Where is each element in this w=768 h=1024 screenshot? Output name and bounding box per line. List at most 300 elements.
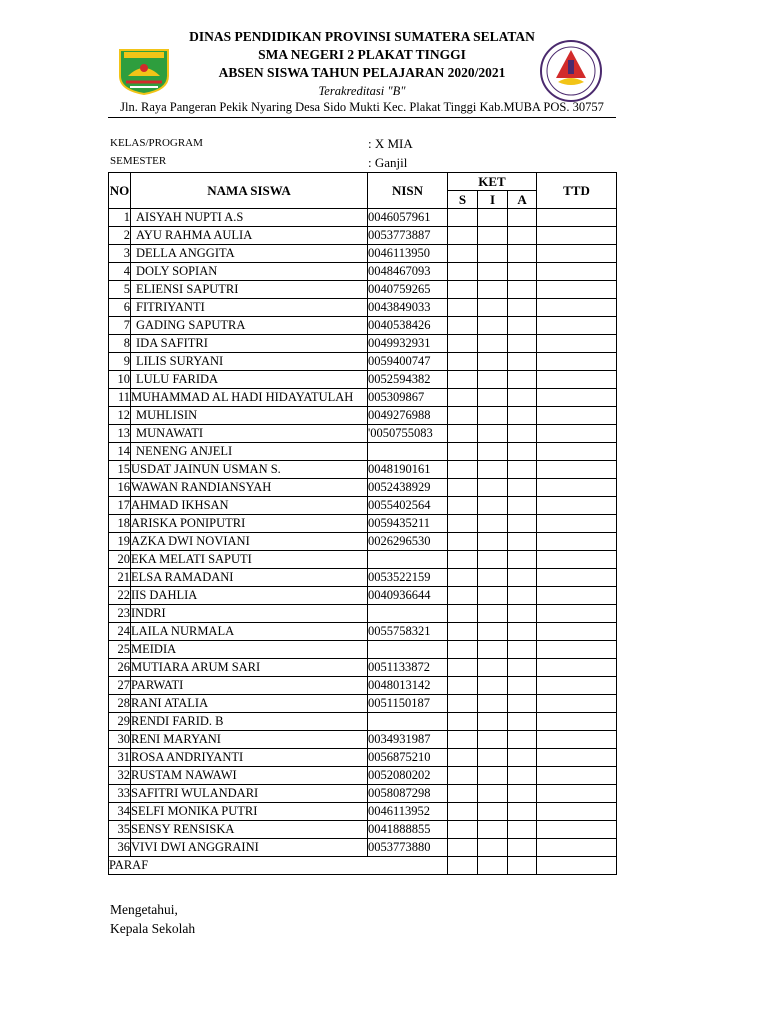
row-number: 32 — [109, 767, 131, 785]
row-number: 17 — [109, 497, 131, 515]
student-name: ROSA ANDRIYANTI — [131, 749, 368, 767]
student-nisn: 0043849033 — [368, 299, 448, 317]
permit-cell — [478, 443, 508, 461]
student-name: DOLY SOPIAN — [131, 263, 368, 281]
paraf-s-cell — [448, 857, 478, 875]
sick-cell — [448, 533, 478, 551]
sick-cell — [448, 281, 478, 299]
table-row — [109, 299, 617, 317]
table-row — [109, 443, 617, 461]
sick-cell — [448, 785, 478, 803]
absent-cell — [508, 803, 537, 821]
header-no: NO — [109, 173, 131, 209]
permit-cell — [478, 497, 508, 515]
table-row — [109, 479, 617, 497]
footer-principal: Kepala Sekolah — [110, 921, 196, 936]
student-name: EKA MELATI SAPUTI — [131, 551, 368, 569]
permit-cell — [478, 389, 508, 407]
student-nisn: 0055758321 — [368, 623, 448, 641]
student-name: LULU FARIDA — [131, 371, 368, 389]
permit-cell — [478, 479, 508, 497]
student-nisn: 0048013142 — [368, 677, 448, 695]
permit-cell — [478, 533, 508, 551]
signature-cell — [537, 353, 617, 371]
student-nisn: 0034931987 — [368, 731, 448, 749]
permit-cell — [478, 821, 508, 839]
student-nisn: 0041888855 — [368, 821, 448, 839]
absent-cell — [508, 353, 537, 371]
signature-cell — [537, 479, 617, 497]
row-number: 35 — [109, 821, 131, 839]
student-nisn: 0046113952 — [368, 803, 448, 821]
permit-cell — [478, 245, 508, 263]
student-nisn: 0051133872 — [368, 659, 448, 677]
table-row — [109, 281, 617, 299]
sick-cell — [448, 461, 478, 479]
table-row — [109, 389, 617, 407]
permit-cell — [478, 551, 508, 569]
sick-cell — [448, 659, 478, 677]
permit-cell — [478, 425, 508, 443]
student-nisn: 0040759265 — [368, 281, 448, 299]
table-row — [109, 659, 617, 677]
absent-cell — [508, 749, 537, 767]
sick-cell — [448, 731, 478, 749]
row-number: 20 — [109, 551, 131, 569]
sick-cell — [448, 227, 478, 245]
student-name: MUHLISIN — [131, 407, 368, 425]
signature-cell — [537, 569, 617, 587]
header-ttd: TTD — [537, 173, 617, 209]
signature-block — [110, 900, 195, 938]
permit-cell — [478, 695, 508, 713]
table-row — [109, 551, 617, 569]
absent-cell — [508, 623, 537, 641]
student-name: NENENG ANJELI — [131, 443, 368, 461]
student-nisn — [368, 641, 448, 659]
student-nisn: 0048467093 — [368, 263, 448, 281]
student-nisn — [368, 443, 448, 461]
row-number: 4 — [109, 263, 131, 281]
student-name: IIS DAHLIA — [131, 587, 368, 605]
permit-cell — [478, 353, 508, 371]
student-nisn: 0051150187 — [368, 695, 448, 713]
absent-cell — [508, 479, 537, 497]
header-address: Jln. Raya Pangeran Pekik Nyaring Desa Sido Mukti Kec. Plakat Tinggi Kab.MUBA POS. 30757 — [120, 100, 604, 114]
table-row — [109, 587, 617, 605]
signature-cell — [537, 371, 617, 389]
student-nisn: 0052438929 — [368, 479, 448, 497]
student-nisn: 0058087298 — [368, 785, 448, 803]
table-row — [109, 623, 617, 641]
signature-cell — [537, 785, 617, 803]
header-nisn: NISN — [368, 173, 448, 209]
signature-cell — [537, 839, 617, 857]
sick-cell — [448, 839, 478, 857]
signature-cell — [537, 551, 617, 569]
signature-cell — [537, 677, 617, 695]
document-header — [108, 28, 616, 118]
signature-cell — [537, 605, 617, 623]
student-name: RANI ATALIA — [131, 695, 368, 713]
sick-cell — [448, 623, 478, 641]
student-nisn: 0026296530 — [368, 533, 448, 551]
signature-cell — [537, 389, 617, 407]
absent-cell — [508, 389, 537, 407]
header-accreditation: Terakreditasi "B" — [318, 84, 406, 98]
signature-cell — [537, 317, 617, 335]
sick-cell — [448, 443, 478, 461]
table-row — [109, 461, 617, 479]
signature-cell — [537, 623, 617, 641]
row-number: 30 — [109, 731, 131, 749]
student-nisn: 0046057961 — [368, 209, 448, 227]
table-row — [109, 263, 617, 281]
student-nisn: 0053773880 — [368, 839, 448, 857]
header-ket: KET — [448, 173, 537, 191]
row-number: 11 — [109, 389, 131, 407]
permit-cell — [478, 659, 508, 677]
student-name: LILIS SURYANI — [131, 353, 368, 371]
table-row — [109, 497, 617, 515]
absent-cell — [508, 335, 537, 353]
absent-cell — [508, 677, 537, 695]
signature-cell — [537, 641, 617, 659]
student-nisn: 0049276988 — [368, 407, 448, 425]
row-number: 16 — [109, 479, 131, 497]
table-row — [109, 371, 617, 389]
table-row — [109, 335, 617, 353]
student-name: MUTIARA ARUM SARI — [131, 659, 368, 677]
signature-cell — [537, 749, 617, 767]
absent-cell — [508, 425, 537, 443]
permit-cell — [478, 749, 508, 767]
absent-cell — [508, 659, 537, 677]
student-nisn — [368, 605, 448, 623]
row-number: 12 — [109, 407, 131, 425]
row-number: 7 — [109, 317, 131, 335]
row-number: 28 — [109, 695, 131, 713]
absent-cell — [508, 605, 537, 623]
student-name: VIVI DWI ANGGRAINI — [131, 839, 368, 857]
header-i: I — [478, 191, 508, 209]
sick-cell — [448, 209, 478, 227]
student-name: MEIDIA — [131, 641, 368, 659]
student-nisn: 0053773887 — [368, 227, 448, 245]
student-nisn: 0059400747 — [368, 353, 448, 371]
table-row — [109, 209, 617, 227]
sick-cell — [448, 677, 478, 695]
absent-cell — [508, 227, 537, 245]
row-number: 22 — [109, 587, 131, 605]
permit-cell — [478, 209, 508, 227]
header-agency: DINAS PENDIDIKAN PROVINSI SUMATERA SELATAN — [189, 29, 535, 44]
semester-value: : Ganjil — [368, 155, 408, 170]
absent-cell — [508, 533, 537, 551]
signature-cell — [537, 281, 617, 299]
table-row — [109, 227, 617, 245]
table-row — [109, 803, 617, 821]
student-nisn: 0056875210 — [368, 749, 448, 767]
permit-cell — [478, 605, 508, 623]
student-name: SELFI MONIKA PUTRI — [131, 803, 368, 821]
student-name: LAILA NURMALA — [131, 623, 368, 641]
table-row — [109, 641, 617, 659]
table-row — [109, 425, 617, 443]
student-name: RENDI FARID. B — [131, 713, 368, 731]
student-nisn: 0046113950 — [368, 245, 448, 263]
row-number: 34 — [109, 803, 131, 821]
table-row — [109, 353, 617, 371]
permit-cell — [478, 371, 508, 389]
permit-cell — [478, 515, 508, 533]
sick-cell — [448, 407, 478, 425]
absent-cell — [508, 821, 537, 839]
absent-cell — [508, 641, 537, 659]
signature-cell — [537, 533, 617, 551]
signature-cell — [537, 497, 617, 515]
row-number: 19 — [109, 533, 131, 551]
signature-cell — [537, 335, 617, 353]
permit-cell — [478, 839, 508, 857]
student-nisn: 0040936644 — [368, 587, 448, 605]
sick-cell — [448, 713, 478, 731]
header-school-name: SMA NEGERI 2 PLAKAT TINGGI — [258, 47, 466, 62]
row-number: 14 — [109, 443, 131, 461]
signature-cell — [537, 821, 617, 839]
absent-cell — [508, 839, 537, 857]
student-name: AHMAD IKHSAN — [131, 497, 368, 515]
student-name: IDA SAFITRI — [131, 335, 368, 353]
row-number: 2 — [109, 227, 131, 245]
row-number: 21 — [109, 569, 131, 587]
student-nisn: 0049932931 — [368, 335, 448, 353]
sick-cell — [448, 803, 478, 821]
row-number: 1 — [109, 209, 131, 227]
absent-cell — [508, 587, 537, 605]
permit-cell — [478, 641, 508, 659]
paraf-a-cell — [508, 857, 537, 875]
permit-cell — [478, 713, 508, 731]
row-number: 9 — [109, 353, 131, 371]
kelas-value: : X MIA — [368, 136, 413, 151]
sick-cell — [448, 605, 478, 623]
signature-cell — [537, 587, 617, 605]
signature-cell — [537, 803, 617, 821]
absent-cell — [508, 497, 537, 515]
header-s: S — [448, 191, 478, 209]
attendance-rows — [109, 209, 617, 857]
table-row — [109, 569, 617, 587]
student-name: AISYAH NUPTI A.S — [131, 209, 368, 227]
header-name: NAMA SISWA — [131, 173, 368, 209]
student-name: MUNAWATI — [131, 425, 368, 443]
row-number: 10 — [109, 371, 131, 389]
student-nisn: 0048190161 — [368, 461, 448, 479]
permit-cell — [478, 461, 508, 479]
table-row — [109, 533, 617, 551]
student-name: USDAT JAINUN USMAN S. — [131, 461, 368, 479]
signature-cell — [537, 425, 617, 443]
row-number: 26 — [109, 659, 131, 677]
header-divider — [108, 117, 616, 118]
student-name: AYU RAHMA AULIA — [131, 227, 368, 245]
signature-cell — [537, 209, 617, 227]
signature-cell — [537, 227, 617, 245]
absent-cell — [508, 461, 537, 479]
student-nisn: 0052594382 — [368, 371, 448, 389]
absent-cell — [508, 569, 537, 587]
sick-cell — [448, 371, 478, 389]
permit-cell — [478, 317, 508, 335]
row-number: 18 — [109, 515, 131, 533]
sick-cell — [448, 263, 478, 281]
permit-cell — [478, 767, 508, 785]
kelas-label: KELAS/PROGRAM — [110, 137, 203, 149]
signature-cell — [537, 245, 617, 263]
absent-cell — [508, 767, 537, 785]
row-number: 31 — [109, 749, 131, 767]
signature-cell — [537, 299, 617, 317]
row-number: 25 — [109, 641, 131, 659]
table-row — [109, 317, 617, 335]
student-nisn: '0050755083 — [368, 425, 448, 443]
sick-cell — [448, 335, 478, 353]
permit-cell — [478, 407, 508, 425]
absent-cell — [508, 407, 537, 425]
absent-cell — [508, 443, 537, 461]
absent-cell — [508, 263, 537, 281]
absent-cell — [508, 317, 537, 335]
student-name: INDRI — [131, 605, 368, 623]
signature-cell — [537, 407, 617, 425]
paraf-ttd-cell — [537, 857, 617, 875]
signature-cell — [537, 515, 617, 533]
student-name: DELLA ANGGITA — [131, 245, 368, 263]
signature-cell — [537, 731, 617, 749]
permit-cell — [478, 263, 508, 281]
student-nisn: 0040538426 — [368, 317, 448, 335]
sick-cell — [448, 821, 478, 839]
row-number: 3 — [109, 245, 131, 263]
student-name: FITRIYANTI — [131, 299, 368, 317]
signature-cell — [537, 713, 617, 731]
permit-cell — [478, 587, 508, 605]
table-row — [109, 245, 617, 263]
student-name: SENSY RENSISKA — [131, 821, 368, 839]
absent-cell — [508, 281, 537, 299]
student-name: AZKA DWI NOVIANI — [131, 533, 368, 551]
paraf-label: PARAF — [109, 857, 448, 875]
sick-cell — [448, 425, 478, 443]
student-name: RENI MARYANI — [131, 731, 368, 749]
absent-cell — [508, 785, 537, 803]
paraf-i-cell — [478, 857, 508, 875]
permit-cell — [478, 569, 508, 587]
sick-cell — [448, 245, 478, 263]
student-nisn: 0053522159 — [368, 569, 448, 587]
sick-cell — [448, 299, 478, 317]
signature-cell — [537, 461, 617, 479]
row-number: 27 — [109, 677, 131, 695]
absent-cell — [508, 371, 537, 389]
row-number: 23 — [109, 605, 131, 623]
absent-cell — [508, 551, 537, 569]
row-number: 29 — [109, 713, 131, 731]
table-row — [109, 677, 617, 695]
student-name: GADING SAPUTRA — [131, 317, 368, 335]
sick-cell — [448, 587, 478, 605]
student-nisn — [368, 551, 448, 569]
student-name: ELIENSI SAPUTRI — [131, 281, 368, 299]
sick-cell — [448, 767, 478, 785]
absent-cell — [508, 299, 537, 317]
absent-cell — [508, 713, 537, 731]
student-name: ARISKA PONIPUTRI — [131, 515, 368, 533]
table-row — [109, 749, 617, 767]
student-name: ELSA RAMADANI — [131, 569, 368, 587]
sick-cell — [448, 695, 478, 713]
student-nisn: 005309867 — [368, 389, 448, 407]
table-row — [109, 767, 617, 785]
student-name: WAWAN RANDIANSYAH — [131, 479, 368, 497]
row-number: 36 — [109, 839, 131, 857]
row-number: 13 — [109, 425, 131, 443]
sick-cell — [448, 641, 478, 659]
permit-cell — [478, 227, 508, 245]
sick-cell — [448, 479, 478, 497]
permit-cell — [478, 731, 508, 749]
permit-cell — [478, 281, 508, 299]
student-nisn: 0059435211 — [368, 515, 448, 533]
student-nisn: 0055402564 — [368, 497, 448, 515]
row-number: 6 — [109, 299, 131, 317]
attendance-table — [108, 172, 617, 875]
student-name: SAFITRI WULANDARI — [131, 785, 368, 803]
row-number: 8 — [109, 335, 131, 353]
footer-acknowledged: Mengetahui, — [110, 902, 178, 917]
semester-label: SEMESTER — [110, 155, 167, 167]
permit-cell — [478, 335, 508, 353]
absent-cell — [508, 209, 537, 227]
signature-cell — [537, 659, 617, 677]
student-name: RUSTAM NAWAWI — [131, 767, 368, 785]
student-name: PARWATI — [131, 677, 368, 695]
table-row — [109, 605, 617, 623]
permit-cell — [478, 785, 508, 803]
table-row — [109, 407, 617, 425]
row-number: 24 — [109, 623, 131, 641]
absent-cell — [508, 245, 537, 263]
signature-cell — [537, 443, 617, 461]
student-name: MUHAMMAD AL HADI HIDAYATULAH — [131, 389, 368, 407]
table-row — [109, 695, 617, 713]
permit-cell — [478, 299, 508, 317]
row-number: 33 — [109, 785, 131, 803]
table-row — [109, 713, 617, 731]
absent-cell — [508, 515, 537, 533]
permit-cell — [478, 677, 508, 695]
row-number: 5 — [109, 281, 131, 299]
permit-cell — [478, 803, 508, 821]
table-row — [109, 821, 617, 839]
header-a: A — [508, 191, 537, 209]
student-nisn: 0052080202 — [368, 767, 448, 785]
sick-cell — [448, 353, 478, 371]
sick-cell — [448, 551, 478, 569]
sick-cell — [448, 497, 478, 515]
sick-cell — [448, 515, 478, 533]
